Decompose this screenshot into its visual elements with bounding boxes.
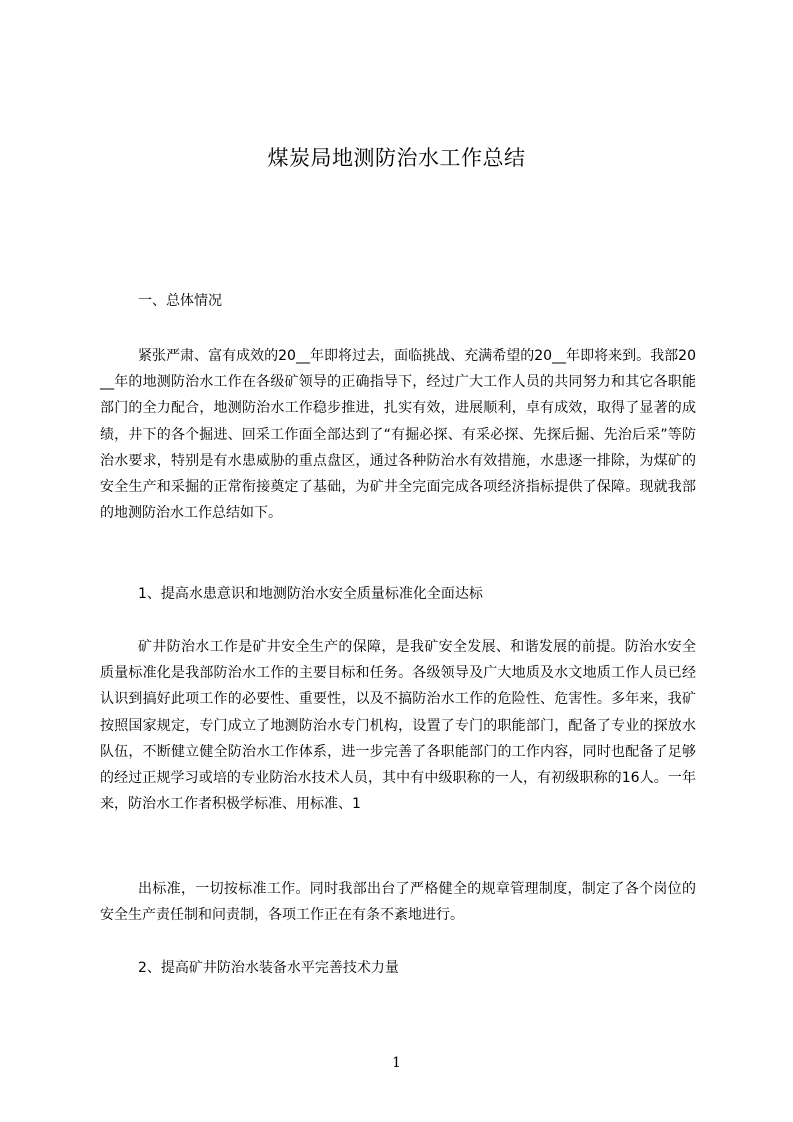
paragraph-standardization: 矿井防治水工作是矿井安全生产的保障，是我矿安全发展、和谐发展的前提。防治水安全质量标准化是我部防治水工作的主要目标和任务。各级领导及广大地质及水文地质工作人员已经认识到搞好此项工作的必要性、重要性，以及不搞防治水工作的危险性、危害性。多年来，我矿按照国家规定，专门成立了地测防治水专门机构，设置了专门的职能部门，配备了专业的探放水队伍，不断健立健全防治水工作体系，进一步完善了各职能部门的工作内容，同时也配备了足够的经过正规学习或培的专业防治水技术人员，其中有中级职称的一人，有初级职称的16人。一年来，防治水工作者积极学标准、用标准、1 [100,639,696,813]
paragraph-overview: 紧张严肃、富有成效的20__年即将过去，面临挑战、充满希望的20__年即将来到。我部20__年的地测防治水工作在各级矿领导的正确指导下，经过广大工作人员的共同努力和其它各职能部门的全力配合，地测防治水工作稳步推进，扎实有效，进展顺利，卓有成效，取得了显著的成绩，井下的各个掘进、回采工作面全部达到了“有掘必探、有采必探、先探后掘、先治后采”等防治水要求，特别是有水患威胁的重点盘区，通过各种防治水有效措施，水患逐一排除，为煤矿的安全生产和采掘的正常衔接奠定了基础，为矿井全完面完成各项经济指标提供了保障。现就我部的地测防治水工作总结如下。 [100,348,696,522]
subsection-heading-2: 2、提高矿井防治水装备水平完善技术力量 [138,960,399,976]
subsection-heading-1: 1、提高水患意识和地测防治水安全质量标准化全面达标 [138,586,483,602]
section-heading-overview: 一、总体情况 [138,293,222,309]
paragraph-standards-continued: 出标准，一切按标准工作。同时我部出台了严格健全的规章管理制度，制定了各个岗位的安全生产责任制和问责制，各项工作正在有条不紊地进行。 [100,881,696,924]
page-number: 1 [392,1055,401,1071]
document-title: 煤炭局地测防治水工作总结 [267,146,526,170]
